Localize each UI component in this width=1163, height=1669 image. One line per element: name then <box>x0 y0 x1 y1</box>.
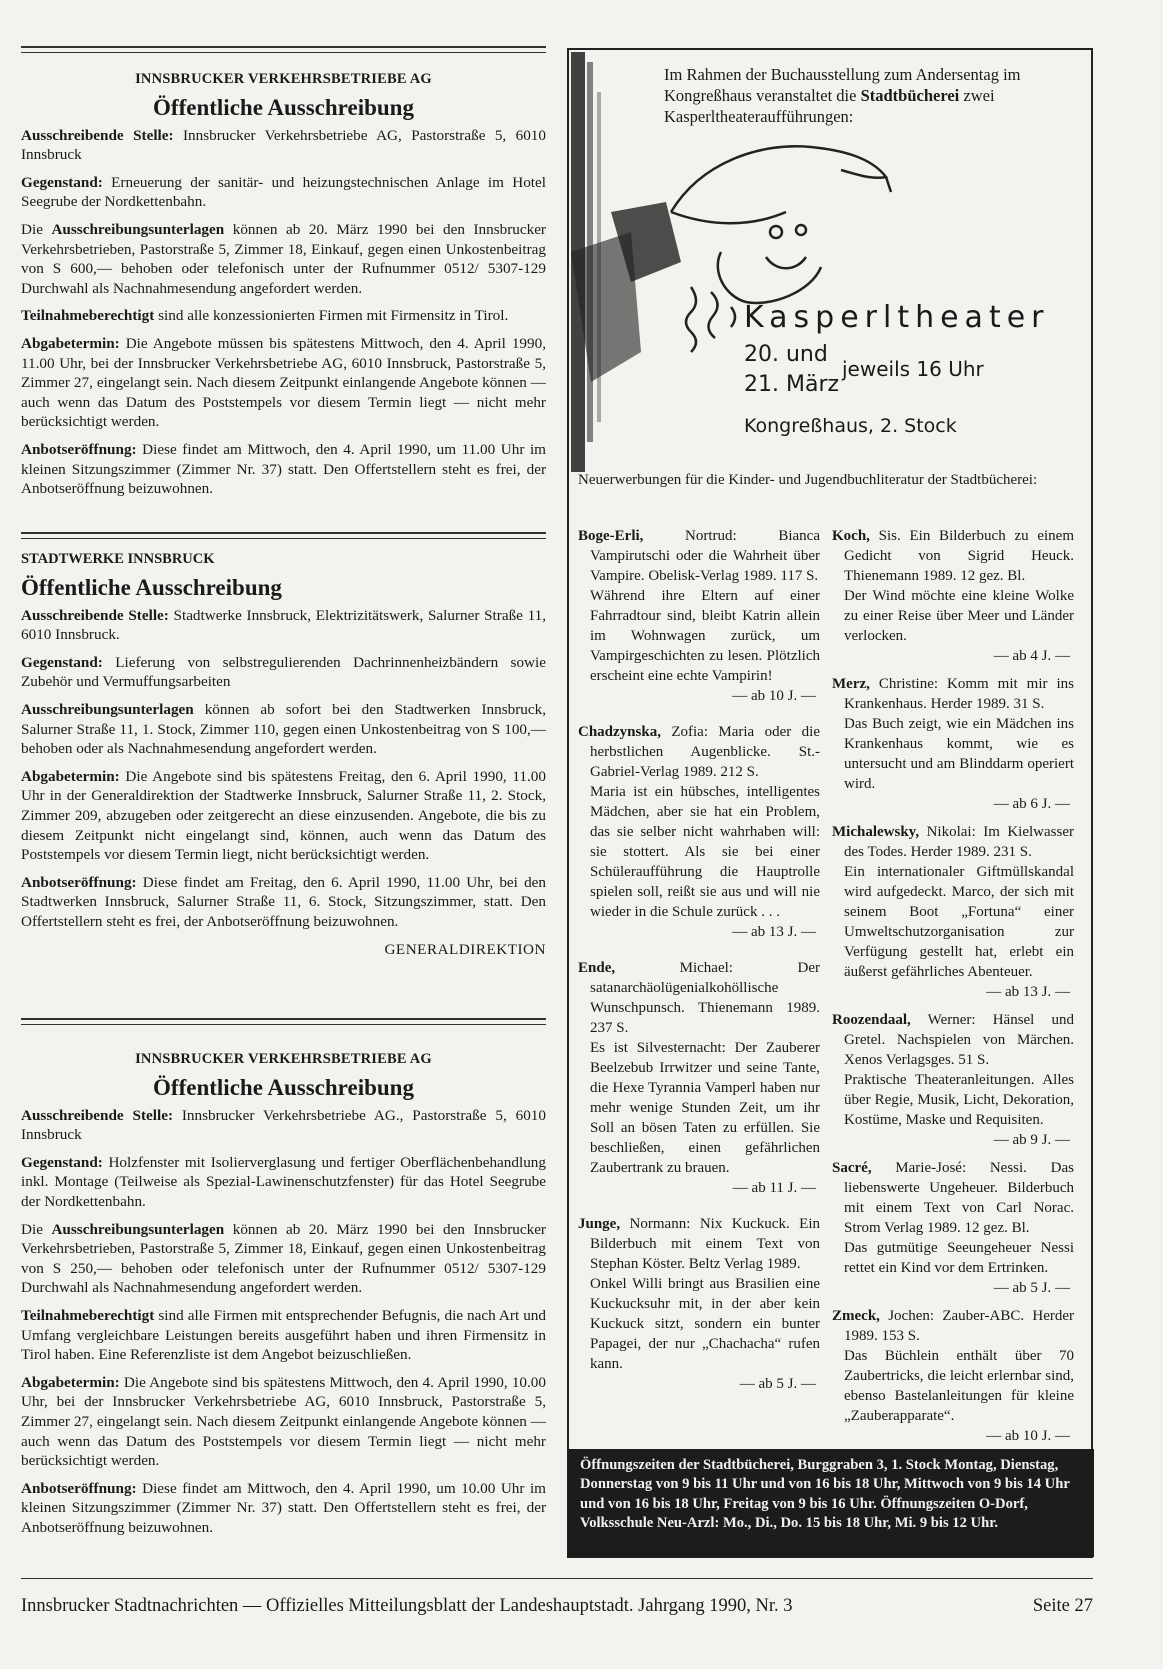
kasperl-intro: Im Rahmen der Buchausstellung zum Andersentag im Kongreßhaus veranstaltet die Stadtbücherei zwei Kasperltheateraufführungen: <box>664 65 1021 126</box>
book-entry: Merz, Christine: Komm mit mir ins Krankenhaus. Herder 1989. 31 S. Das Buch zeigt, wie ein Mädchen ins Krankenhaus kommt, wie es untersucht und am Blinddarm operiert wird. — ab 6 J. — <box>832 676 1074 812</box>
book-entry: Junge, Normann: Nix Kuckuck. Ein Bilderbuch mit einem Text von Stephan Köster. Beltz Verlag 1989. Onkel Willi bringt aus Brasilien eine Kuckucksuhr mit, in der aber kein Kuckuck sitzt, sondern ein bunter Papagei, der nur „Chachacha“ rufen kann. — ab 5 J. — <box>578 1216 820 1392</box>
anbotseroeffnung: Anbotseröffnung: Diese findet am Mittwoch, den 4. April 1990, um 10.00 Uhr im kleinen Sitzungszimmer (Zimmer Nr. 37) statt. Den Offertstellern steht es frei, der Anbotseröffnung beizuwohnen. <box>21 1479 546 1536</box>
footer-text: Innsbrucker Stadtnachrichten — Offizielles Mitteilungsblatt der Landeshauptstadt. Jahrgang 1990, Nr. 3 <box>21 1596 793 1616</box>
footer-rule <box>21 1578 1093 1579</box>
abgabetermin: Abgabetermin: Die Angebote müssen bis spätestens Mittwoch, den 4. April 1990, 11.00 Uhr, bei der Innsbrucker Verkehrsbetriebe AG, 6010 Innsbruck, Pastorstraße 5, Zimmer 27, eingelangt sein. Nach diesem Zeitpunkt einlangende Angebote können — auch wenn das Datum des Poststempels vor diesem Termin liegt — nicht mehr berücksichtigt werden. <box>21 334 546 431</box>
new-books-intro: Neuerwerbungen für die Kinder- und Jugendbuchliteratur der Stadtbücherei: <box>578 472 1038 488</box>
announcement-title: Öffentliche Ausschreibung <box>153 94 414 120</box>
opening-hours: Öffnungszeiten der Stadtbücherei, Burggraben 3, 1. Stock Montag, Dienstag, Donnerstag von 9 bis 11 Uhr und von 16 bis 18 Uhr, Mittwoch von 9 bis 14 Uhr und von 16 bis 18 Uhr, Freitag von 9 bis 16 Uhr. Öffnungszeiten O-Dorf, Volksschule Neu-Arzl: Mo., Di., Do. 15 bis 18 Uhr, Mi. 9 bis 12 Uhr. <box>568 1449 1094 1557</box>
abgabetermin: Abgabetermin: Die Angebote sind bis spätestens Mittwoch, den 4. April 1990, 10.00 Uhr, bei der Innsbrucker Verkehrsbetriebe AG, 6010 Innsbruck, Pastorstraße 5, Zimmer 27, eingelangt sein. Nach diesem Zeitpunkt einlangende Angebote können — auch wenn das Datum des Poststempels vor diesem Termin liegt — nicht mehr berücksichtigt werden. <box>21 1373 546 1470</box>
book-entry: Boge-Erli, Nortrud: Bianca Vampirutschi oder die Wahrheit über Vampire. Obelisk-Verlag 1989. 117 S. Während ihre Eltern auf einer Fahrradtour sind, bleibt Katrin allein im Wohnwagen zurück, um Vampirgeschichten zu lesen. Plötzlich erscheint eine echte Vampirin! — ab 10 J. — <box>578 528 820 704</box>
book-entry: Michalewsky, Nikolai: Im Kielwasser des Todes. Herder 1989. 231 S. Ein internationaler Giftmüllskandal wird aufgedeckt. Marco, der sich mit seinem Boot „Fortuna“ einer Umweltschutzorganisation zur Verfügung gestellt hat, erlebt ein äußerst gefährliches Abenteuer. — ab 13 J. — <box>832 824 1074 1000</box>
kasperl-dates: 20. und 21. März <box>744 342 840 397</box>
signature: GENERALDIREKTION <box>384 940 546 958</box>
announcement-org: INNSBRUCKER VERKEHRSBETRIEBE AG <box>135 1051 432 1067</box>
abgabetermin: Abgabetermin: Die Angebote sind bis spätestens Freitag, den 6. April 1990, 11.00 Uhr in der Generaldirektion der Stadtwerke Innsbruck, Salurner Straße 11, 2. Stock, Zimmer 209, abzugeben oder zeitgerecht an diese einzusenden. Angebote, die bis zu diesem Zeitpunkt nicht eingelangt sind, können, auch wenn das Datum des Poststempels vor diesem Termin liegt, nicht berücksichtigt werden. <box>21 767 546 864</box>
gegenstand: Gegenstand: Lieferung von selbstregulierenden Dachrinnenheizbändern sowie Zubehör und Vermuffungsarbeiten <box>21 653 546 691</box>
teilnahme: Teilnahmeberechtigt sind alle Firmen mit entsprechender Befugnis, die nach Art und Umfang vergleichbare Leistungen bereits ausgeführt haben und ihren Firmensitz in Tirol haben. Eine Referenzliste ist dem Angebot beizuschließen. <box>21 1306 546 1364</box>
divider <box>21 46 546 53</box>
book-entry: Roozendaal, Werner: Hänsel und Gretel. Nachspielen von Märchen. Xenos Verlagsges. 51 S. Praktische Theateranleitungen. Alles über Regie, Musik, Licht, Dekoration, Kostüme, Maske und Requisiten. — ab 9 J. — <box>832 1012 1074 1148</box>
kasperl-title: Kasperltheater <box>744 300 1050 335</box>
gegenstand: Gegenstand: Holzfenster mit Isolierverglasung und fertiger Oberflächenbehandlung inkl. Montage (Teilweise als Spezial-Lawinenschutzfenster) für das Hotel Seegrube der Nordkettenbahn. <box>21 1153 546 1210</box>
stelle: Ausschreibende Stelle: Innsbrucker Verkehrsbetriebe AG., Pastorstraße 5, 6010 Innsbruck <box>21 1106 546 1144</box>
announcement-title: Öffentliche Ausschreibung <box>153 1074 414 1100</box>
book-entry: Zmeck, Jochen: Zauber-ABC. Herder 1989. 153 S. Das Büchlein enthält über 70 Zaubertricks, die leicht erlernbar sind, ebenso Bastelanleitungen für kleine „Zauberapparate“. — ab 10 J. — <box>832 1308 1074 1444</box>
book-entry: Ende, Michael: Der satanarchäolügenialkohöllische Wunschpunsch. Thienemann 1989. 237 S. Es ist Silvesternacht: Der Zauberer Beelzebub Irrwitzer und seine Tante, die Hexe Tyrannia Vamperl haben nur mehr wenige Stunden Zeit, um ihr Soll an bösen Taten zu erfüllen. Sie beschließen, einen gefährlichen Zaubertrank zu brauen. — ab 11 J. — <box>578 960 820 1196</box>
announcement-2 <box>21 550 546 959</box>
anbotseroeffnung: Anbotseröffnung: Diese findet am Mittwoch, den 4. April 1990, um 11.00 Uhr im kleinen Sitzungszimmer (Zimmer Nr. 37) statt. Den Offertstellern steht es frei, der Anbotseröffnung beizuwohnen. <box>21 440 546 498</box>
teilnahme: Teilnahmeberechtigt sind alle konzessionierten Firmen mit Firmensitz in Tirol. <box>21 307 509 325</box>
unterlagen: Die Ausschreibungsunterlagen können ab 20. März 1990 bei den Innsbrucker Verkehrsbetrieben, Pastorstraße 5, Zimmer 18, Einkauf, gegen einen Unkostenbeitrag von S 250,— behoben oder telefonisch unter der Rufnummer 0512/ 5307-129 Durchwahl als Nachnahmesendung angefordert werden. <box>21 1220 546 1297</box>
announcement-org: STADTWERKE INNSBRUCK <box>21 551 215 567</box>
books-column-left <box>578 526 820 1410</box>
kasperl-place: Kongreßhaus, 2. Stock <box>744 415 957 437</box>
announcement-3 <box>21 1050 546 1545</box>
divider <box>21 532 546 539</box>
divider <box>21 1018 546 1025</box>
page-number: Seite 27 <box>1032 1596 1093 1616</box>
footer <box>21 1596 1093 1617</box>
anbotseroeffnung: Anbotseröffnung: Diese findet am Freitag, den 6. April 1990, 11.00 Uhr, bei den Stadtwerken Innsbruck, Salurner Straße 11, 6. Stock, Sitzungszimmer, statt. Den Offertstellern steht es frei, der Anbotseröffnung beizuwohnen. <box>21 873 546 930</box>
books-column-right <box>832 526 1074 1446</box>
kasperl-time: jeweils 16 Uhr <box>842 357 984 381</box>
announcement-org: INNSBRUCKER VERKEHRSBETRIEBE AG <box>135 71 432 87</box>
announcement-1 <box>21 70 546 507</box>
book-entry: Sacré, Marie-José: Nessi. Das liebenswerte Ungeheuer. Bilderbuch mit einem Text von Carl Norac. Strom Verlag 1989. 12 gez. Bl. Das gutmütige Seeungeheuer Nessi rettet ein Kind vor dem Ertrinken. — ab 5 J. — <box>832 1160 1074 1296</box>
library-box <box>567 48 1093 1558</box>
stelle: Ausschreibende Stelle: Innsbrucker Verkehrsbetriebe AG, Pastorstraße 5, 6010 Innsbruck <box>21 126 546 164</box>
book-entry: Koch, Sis. Ein Bilderbuch zu einem Gedicht von Sigrid Heuck. Thienemann 1989. 12 gez. Bl. Der Wind möchte eine kleine Wolke zu einer Reise über Meer und Länder verlocken. — ab 4 J. — <box>832 528 1074 664</box>
stelle: Ausschreibende Stelle: Stadtwerke Innsbruck, Elektrizitätswerk, Salurner Straße 11, 6010 Innsbruck. <box>21 606 547 644</box>
gegenstand: Gegenstand: Erneuerung der sanitär- und heizungstechnischen Anlage im Hotel Seegrube der Nordkettenbahn. <box>21 173 546 211</box>
book-entry: Chadzynska, Zofia: Maria oder die herbstlichen Augenblicke. St.-Gabriel-Verlag 1989. 212 S. Maria ist ein hübsches, intelligentes Mädchen, aber sie hat ein Problem, das sie selber nicht wahrhaben will: sie stottert. Als sie bei einer Schüleraufführung die Hauptrolle spielen soll, reißt sie aus und will nie wieder in die Schule zurück . . . — ab 13 J. — <box>578 724 820 940</box>
unterlagen: Ausschreibungsunterlagen können ab sofort bei den Stadtwerken Innsbruck, Salurner Straße 11, 1. Stock, Zimmer 110, gegen einen Unkostenbeitrag von S 100,— behoben oder als Nachnahmesendung angefordert werden. <box>21 700 546 758</box>
announcement-title: Öffentliche Ausschreibung <box>21 574 282 600</box>
unterlagen: Die Ausschreibungsunterlagen können ab 20. März 1990 bei den Innsbrucker Verkehrsbetrieben, Pastorstraße 5, Zimmer 18, Einkauf, gegen einen Unkostenbeitrag von S 600,— behoben oder telefonisch unter der Rufnummer 0512/ 5307-129 Durchwahl als Nachnahmesendung angefordert werden. <box>21 220 546 297</box>
